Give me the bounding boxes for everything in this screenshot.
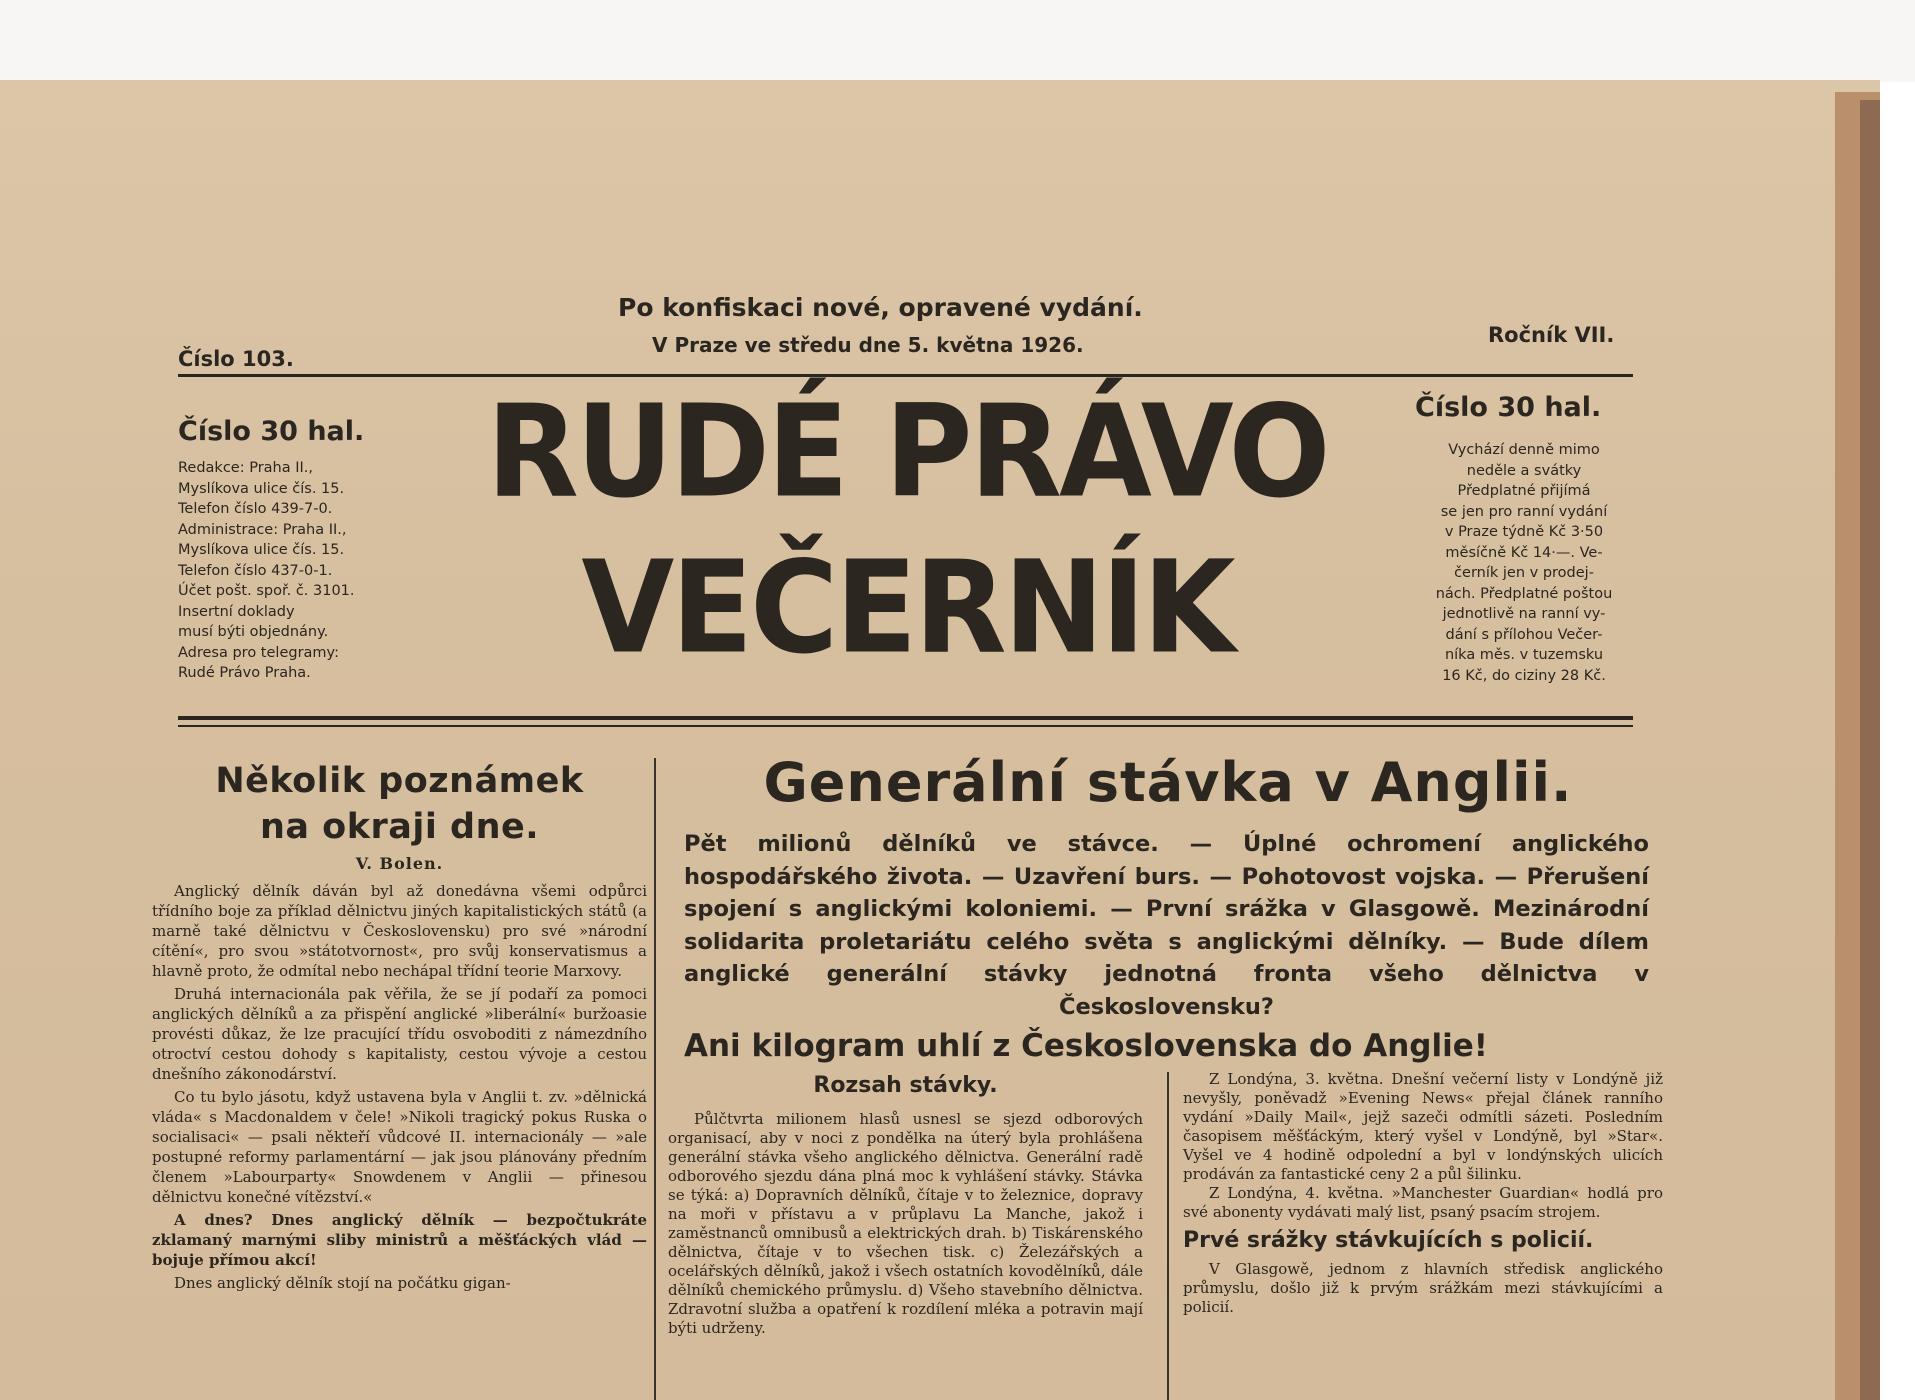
right-column-paragraph: Z Londýna, 4. května. »Manchester Guardian« hodlá pro své abonenty vydávati malý list, psaný psacím strojem. — [1183, 1184, 1663, 1221]
masthead-title: RUDÉ PRÁVO — [486, 378, 1328, 527]
publisher-info-line: Adresa pro telegramy: — [178, 644, 339, 661]
main-subheadline: Pět milionů dělníků ve stávce. — Úplné ochromení anglického hospodářského života. — Uzavření burs. — Pohotovost vojska. — Přerušení spojení s anglickými koloniemi. — První srážka v Glasgowě. Mezinárodní solidarita proletariátu celého světa s anglickými dělníky. — Bude dílem anglické generální stávky jednotná fronta všeho dělnictva v Československu? — [684, 831, 1649, 1020]
subscription-info-line: se jen pro ranní vydání — [1440, 503, 1608, 520]
publisher-info-line: Redakce: Praha II., — [178, 460, 314, 476]
subscription-info-line: měsíčně Kč 14·—. Ve- — [1445, 544, 1603, 561]
middle-column-paragraph: Půlčtvrta milionem hlasů usnesl se sjezd odborových organisací, aby v noci z pondělka na úterý byla prohlášena generální stávka všeho anglického dělnictva. Generální radě odborového sjezdu dána plná moc k vyhlášení stávky. Stávka se týká: a) Dopravních dělníků, čítaje v to železnice, dopravy na moři v přístavu a v průplavu La Manche, jakož i zaměstnanců omnibusů a elektrických drah. b) Tiskárenského dělnictva, čítaje v to všechen tisk. c) Železářských a ocelářských dělníků, jakož i všech ostatních kovodělníků, dále dělníků chemického průmyslu. d) Všeho stavebního dělnictva. Zdravotní služba a opatření k rozdílení mléka a potravin mají býti udrženy. — [668, 1110, 1143, 1337]
subscription-info-box — [1415, 440, 1633, 686]
left-article-paragraph: Druhá internacionála pak věřila, že se jí podaří za pomoci anglických dělníků a za přispění anglické »liberální« buržoasie provésti důkaz, že lze pracující třídu osvoboditi z námezdního otroctví cestou dohody s kapitalisty, cestou vývoje a cestou dnešního zákonodárství. — [152, 985, 647, 1083]
subscription-info-line: černík jen v prodej- — [1454, 565, 1594, 581]
main-headline: Generální stávka v Anglii. — [763, 751, 1573, 814]
publisher-info-line: Telefon číslo 439-7-0. — [178, 501, 333, 517]
price-left: Číslo 30 hal. — [178, 416, 365, 447]
column-separator — [654, 758, 656, 1400]
subscription-info-line: jednotlivě na ranní vy- — [1442, 606, 1606, 622]
middle-column — [668, 1110, 1143, 1338]
header-rule — [178, 374, 1633, 377]
left-article-author: V. Bolen. — [355, 854, 444, 873]
right-column-heading: Prvé srážky stávkujících s policií. — [1183, 1228, 1594, 1253]
subscription-info-line: neděle a svátky — [1466, 462, 1582, 479]
right-column-paragraph: Z Londýna, 3. května. Dnešní večerní listy v Londýně již nevyšly, poněvadž »Evening News« přejal článek ranního vydání »Daily Mail«, jejž sazeči odmítli sázeti. Posledním časopisem měšťáckým, který vyšel v Londýně, byl »Star«. Vyšel ve 4 hodině odpolední a byl v londýnských ulicích prodáván za fantastické ceny 2 a půl šilinku. — [1183, 1070, 1663, 1183]
subscription-info-line: dání s přílohou Večer- — [1445, 626, 1603, 643]
subscription-info-line: 16 Kč, do ciziny 28 Kč. — [1442, 667, 1606, 684]
section-title: Rozsah stávky. — [813, 1073, 998, 1098]
left-article-body — [152, 881, 647, 1293]
publisher-info-line: Insertní doklady — [178, 603, 295, 620]
volume-number: Ročník VII. — [1488, 323, 1615, 347]
left-article — [152, 758, 647, 1296]
secondary-headline: Ani kilogram uhlí z Československa do Anglie! — [684, 1028, 1488, 1064]
masthead-rule-thin — [178, 725, 1633, 727]
left-article-last-line: Dnes anglický dělník stojí na počátku gigan- — [174, 1274, 511, 1292]
subscription-info-line: níka měs. v tuzemsku — [1444, 647, 1604, 663]
price-right: Číslo 30 hal. — [1415, 392, 1602, 423]
left-article-bold-paragraph: A dnes? Dnes anglický dělník — bezpočtukráte zklamaný marnými sliby ministrů a měšťáckých vlád — bojuje přímou akcí! — [152, 1211, 647, 1269]
left-article-paragraph: Anglický dělník dáván byl až donedávna všemi odpůrci třídního boje za příklad dělnictvu jiných kapitalistických států (a marně také dělnictvu v Československu) pro své »národní cítění«, pro svou »státotvornost«, pro svůj konservatismus a hlavně proto, že odmítal nebo nechápal třídní teorie Marxovy. — [152, 882, 647, 980]
publisher-info-line: Telefon číslo 437-0-1. — [178, 562, 333, 579]
left-article-paragraph: Co tu bylo jásotu, když ustavena byla v Anglii t. zv. »dělnická vláda« s Macdonaldem v čele! »Nikoli tragický pokus Ruska o socialisaci« — psali někteří vůdcové II. internacionály — »ale postupné reformy parlamentární — jak jsou plánovány předním členem »Labourparty« Snowdenem v Anglii — přinesou dělnictvu konečné vítězství.« — [152, 1088, 647, 1206]
publisher-info-line: Myslíkova ulice čís. 15. — [178, 480, 345, 497]
date-line: V Praze ve středu dne 5. května 1926. — [652, 333, 1084, 357]
subscription-info-line: Předplatné přijímá — [1457, 483, 1591, 499]
subscription-info-line: Vychází denně mimo — [1448, 442, 1600, 458]
subscription-info-line: v Praze týdně Kč 3·50 — [1444, 524, 1604, 540]
column-separator-2 — [1167, 1072, 1169, 1400]
masthead-subtitle: VEČERNÍK — [581, 534, 1233, 683]
left-article-title-line2: na okraji dne. — [259, 807, 540, 847]
publisher-info-line: Administrace: Praha II., — [178, 521, 347, 538]
masthead-rule-thick — [178, 716, 1633, 720]
right-column-paragraph: V Glasgowě, jednom z hlavních středisk anglického průmyslu, došlo již k prvým srážkám mezi stávkujícími a policií. — [1183, 1260, 1663, 1316]
right-column — [1183, 1070, 1663, 1317]
publisher-info-box — [178, 458, 400, 684]
publisher-info-line: Účet pošt. spoř. č. 3101. — [178, 583, 355, 599]
paper-edge-shadow — [1860, 100, 1880, 1400]
edition-note: Po konfiskaci nové, opravené vydání. — [618, 293, 1143, 322]
left-article-title-line1: Několik poznámek — [215, 761, 584, 801]
publisher-info-line: musí býti objednány. — [178, 624, 329, 640]
subscription-info-line: nách. Předplatné poštou — [1435, 585, 1613, 602]
issue-number: Číslo 103. — [178, 347, 294, 371]
publisher-info-line: Myslíkova ulice čís. 15. — [178, 542, 345, 558]
publisher-info-line: Rudé Právo Praha. — [178, 665, 311, 681]
scan-background — [0, 0, 1915, 82]
